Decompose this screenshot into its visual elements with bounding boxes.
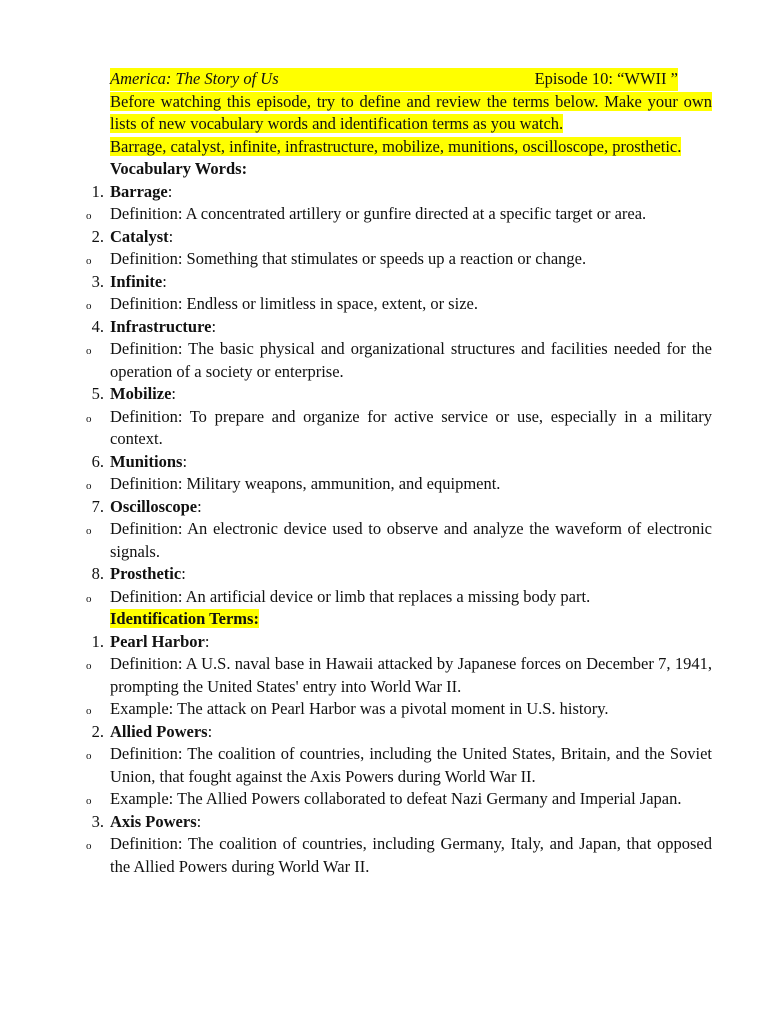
term-list-text: Barrage, catalyst, infinite, infrastructure, mobilize, munitions, oscilloscope, prosthetic. xyxy=(110,136,682,156)
bullet-icon: o xyxy=(86,480,92,492)
definition-text: Definition: The coalition of countries, including the United States, Britain, and the Soviet Union, that fought against the Axis Powers during World War II. xyxy=(110,744,712,786)
term-colon: : xyxy=(171,384,176,403)
term-name: Infinite xyxy=(110,271,163,291)
term-name: Prosthetic xyxy=(110,564,182,583)
vocab-item xyxy=(91,316,712,339)
term-colon: : xyxy=(211,316,217,336)
id-term-example xyxy=(86,698,712,721)
vocab-definition xyxy=(86,518,712,563)
id-term-definition xyxy=(86,653,712,698)
term-colon: : xyxy=(181,564,186,583)
vocab-definition xyxy=(86,406,712,451)
vocab-item xyxy=(91,271,712,294)
id-terms-list xyxy=(86,631,712,879)
term-list-paragraph xyxy=(110,136,712,159)
list-number: 5. xyxy=(91,384,104,403)
term-name: Pearl Harbor xyxy=(110,631,205,651)
definition-text: Definition: Military weapons, ammunition, and equipment. xyxy=(110,474,501,493)
vocab-definition xyxy=(86,586,712,609)
bullet-icon: o xyxy=(86,750,92,762)
term-name: Mobilize xyxy=(110,384,172,403)
term-name: Munitions xyxy=(110,451,183,471)
bullet-icon: o xyxy=(86,255,92,267)
vocab-definition xyxy=(86,203,712,226)
definition-text: Definition: An artificial device or limb that replaces a missing body part. xyxy=(110,586,591,606)
list-number: 2. xyxy=(91,721,104,741)
list-number: 1. xyxy=(91,181,104,201)
term-colon: : xyxy=(197,496,202,516)
document-header xyxy=(110,68,678,91)
term-name: Axis Powers xyxy=(110,811,197,831)
bullet-icon: o xyxy=(86,525,92,537)
term-colon: : xyxy=(182,451,188,471)
term-colon: : xyxy=(196,811,202,831)
id-term-example xyxy=(86,788,712,811)
definition-text: Definition: Endless or limitless in space, extent, or size. xyxy=(110,294,478,313)
term-colon: : xyxy=(168,226,174,246)
bullet-icon: o xyxy=(86,840,92,852)
episode-label: Episode 10: “WWII ” xyxy=(534,69,678,88)
example-text: Example: The Allied Powers collaborated to defeat Nazi Germany and Imperial Japan. xyxy=(110,789,682,808)
id-term-definition xyxy=(86,833,712,878)
intro-text: Before watching this episode, try to define and review the terms below. Make your own lists of new vocabulary words and identification terms as you watch. xyxy=(110,91,712,133)
vocab-definition xyxy=(86,338,712,383)
vocab-item xyxy=(91,451,712,474)
term-colon: : xyxy=(167,181,173,201)
definition-text: Definition: The basic physical and organizational structures and facilities needed for the operation of a society or enterprise. xyxy=(110,339,712,381)
vocab-item xyxy=(91,563,712,586)
list-number: 2. xyxy=(91,226,104,246)
vocab-item xyxy=(91,383,712,406)
list-number: 7. xyxy=(91,496,104,516)
term-name: Allied Powers xyxy=(110,721,208,741)
term-colon: : xyxy=(162,271,167,291)
document-page xyxy=(86,68,712,878)
bullet-icon: o xyxy=(86,210,92,222)
id-term-item xyxy=(91,631,712,654)
vocab-definition xyxy=(86,473,712,496)
term-colon: : xyxy=(204,631,210,651)
vocab-list xyxy=(86,181,712,609)
term-name: Barrage xyxy=(110,181,168,201)
vocab-heading: Vocabulary Words: xyxy=(110,159,248,178)
definition-text: Definition: To prepare and organize for active service or use, especially in a military context. xyxy=(110,406,712,448)
bullet-icon: o xyxy=(86,705,92,717)
definition-text: Definition: A U.S. naval base in Hawaii attacked by Japanese forces on December 7, 1941, prompting the United States' entry into World War II. xyxy=(110,654,712,696)
vocab-item xyxy=(91,181,712,204)
bullet-icon: o xyxy=(86,660,92,672)
list-number: 4. xyxy=(91,316,104,336)
vocab-item xyxy=(91,496,712,519)
definition-text: Definition: A concentrated artillery or gunfire directed at a specific target or area. xyxy=(110,204,647,223)
term-colon: : xyxy=(207,721,213,741)
id-term-item xyxy=(91,811,712,834)
vocab-definition xyxy=(86,248,712,271)
id-term-definition xyxy=(86,743,712,788)
intro-paragraph xyxy=(110,91,712,136)
definition-text: Definition: Something that stimulates or speeds up a reaction or change. xyxy=(110,249,587,268)
term-name: Oscilloscope xyxy=(110,496,198,516)
definition-text: Definition: An electronic device used to observe and analyze the waveform of electronic signals. xyxy=(110,519,712,561)
vocab-definition xyxy=(86,293,712,316)
bullet-icon: o xyxy=(86,412,92,425)
list-number: 3. xyxy=(91,271,104,291)
id-heading-row xyxy=(110,608,712,631)
example-text: Example: The attack on Pearl Harbor was a pivotal moment in U.S. history. xyxy=(110,699,609,718)
list-number: 8. xyxy=(91,564,104,583)
document-title: America: The Story of Us xyxy=(110,69,279,88)
id-heading: Identification Terms: xyxy=(110,609,259,628)
bullet-icon: o xyxy=(86,300,92,312)
bullet-icon: o xyxy=(86,345,92,357)
bullet-icon: o xyxy=(86,795,92,807)
vocab-item xyxy=(91,226,712,249)
id-term-item xyxy=(91,721,712,744)
bullet-icon: o xyxy=(86,592,92,605)
term-name: Infrastructure xyxy=(110,316,212,336)
list-number: 1. xyxy=(91,631,104,651)
term-name: Catalyst xyxy=(110,226,169,246)
list-number: 3. xyxy=(91,811,104,831)
list-number: 6. xyxy=(91,451,104,471)
definition-text: Definition: The coalition of countries, including Germany, Italy, and Japan, that opposed the Allied Powers during World War II. xyxy=(110,834,712,876)
